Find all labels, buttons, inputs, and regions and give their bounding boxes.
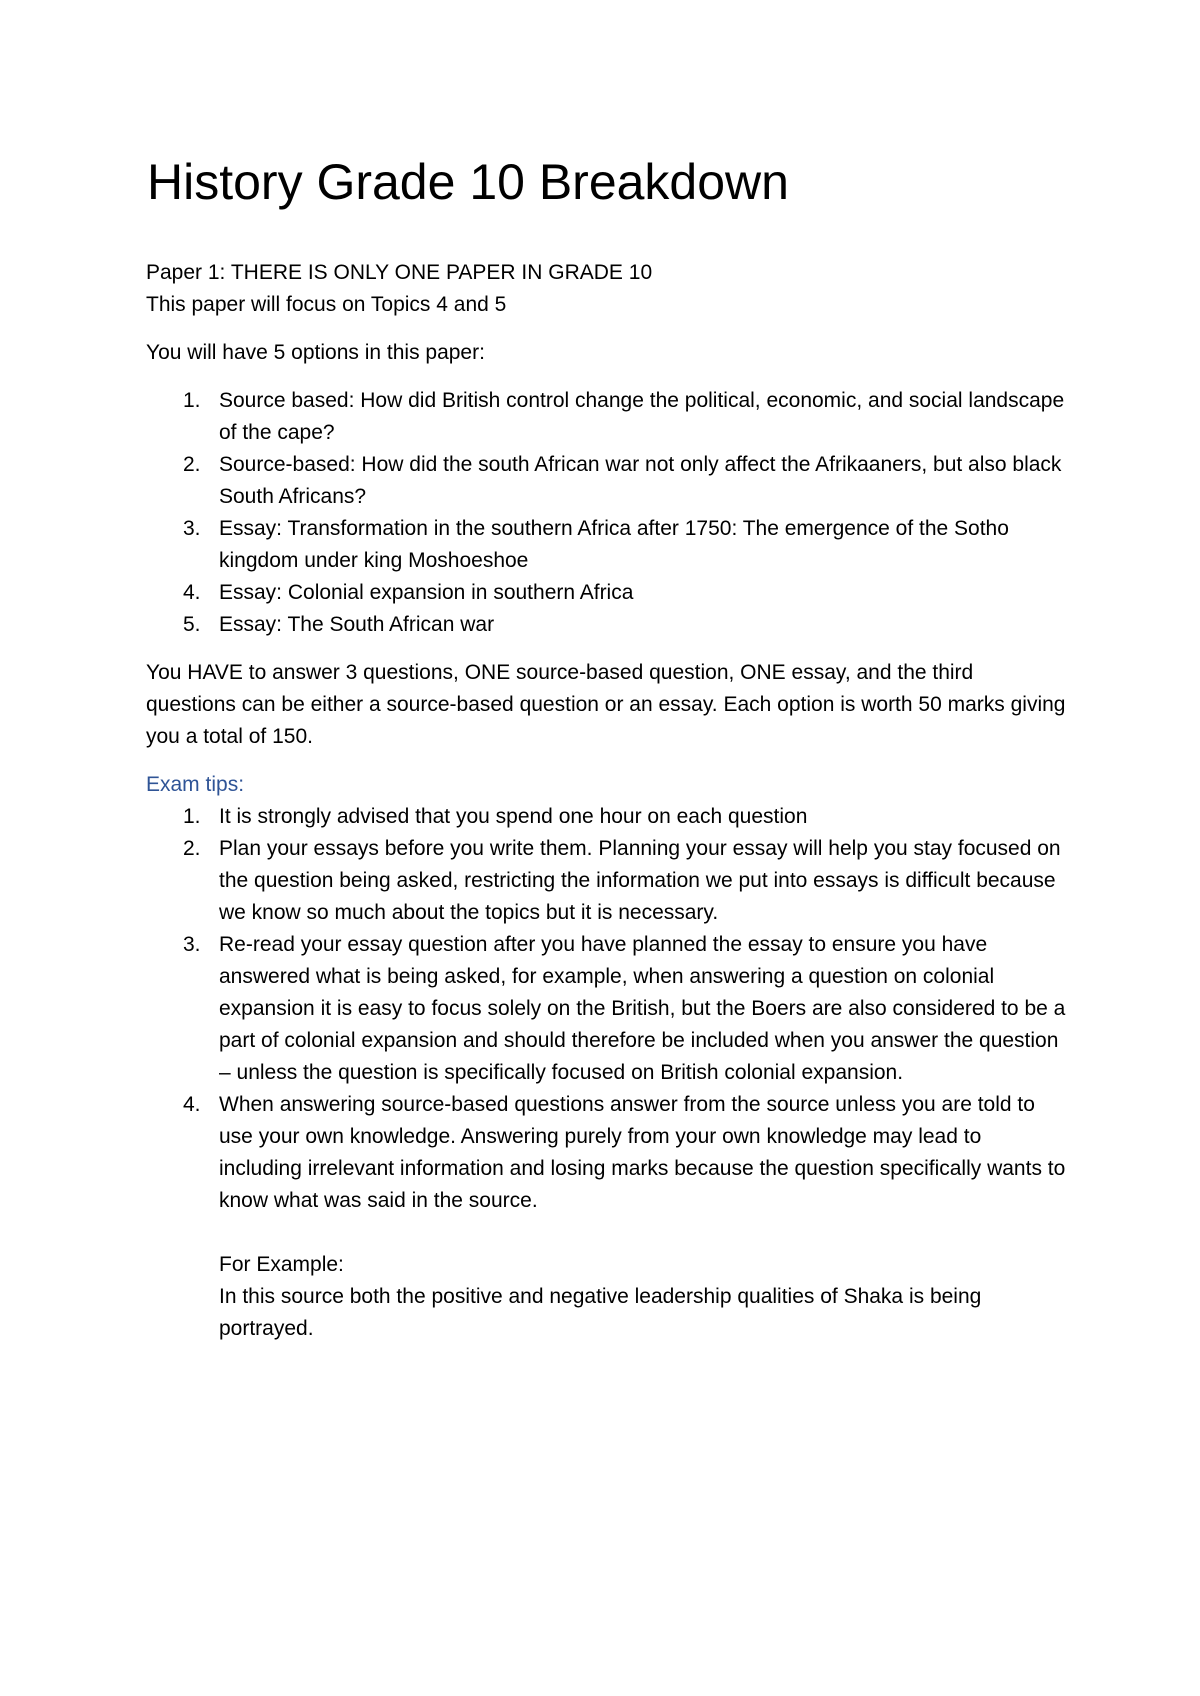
list-item-text: Essay: Transformation in the southern Africa after 1750: The emergence of the Sotho kingdom under king Moshoeshoe [219, 517, 1009, 572]
list-number: 3. [183, 933, 201, 956]
answer-rules: You HAVE to answer 3 questions, ONE source-based question, ONE essay, and the third questions can be either a source-based question or an essay. Each option is worth 50 marks giving you a total of 150. [146, 661, 1066, 748]
list-item-text: Source based: How did British control change the political, economic, and social landscape of the cape? [219, 389, 1065, 444]
paper-focus: This paper will focus on Topics 4 and 5 [146, 293, 507, 316]
list-number: 2. [183, 837, 201, 860]
tips-list [146, 801, 1066, 1217]
list-item [146, 513, 1066, 577]
document-body [146, 257, 1066, 1345]
page-title: History Grade 10 Breakdown [147, 154, 789, 210]
list-number: 4. [183, 1093, 201, 1116]
list-item-text: It is strongly advised that you spend one hour on each question [219, 805, 808, 828]
example-text: In this source both the positive and negative leadership qualities of Shaka is being portrayed. [219, 1285, 982, 1340]
list-item-text: Source-based: How did the south African war not only affect the Afrikaaners, but also black South Africans? [219, 453, 1062, 508]
paper-notice: Paper 1: THERE IS ONLY ONE PAPER IN GRADE 10 [146, 261, 653, 284]
list-item-text: Essay: The South African war [219, 613, 495, 636]
list-item-text: Essay: Colonial expansion in southern Africa [219, 581, 634, 604]
list-item [146, 449, 1066, 513]
example-label: For Example: [219, 1253, 344, 1276]
list-number: 1. [183, 805, 201, 828]
options-list [146, 385, 1066, 641]
list-item-text: Plan your essays before you write them. Planning your essay will help you stay focused on the question being asked, restricting the information we put into essays is difficult because we know so much about the topics but it is necessary. [219, 837, 1061, 924]
list-item [146, 833, 1066, 929]
list-number: 5. [183, 613, 201, 636]
list-item [146, 929, 1066, 1089]
exam-tips-heading: Exam tips: [146, 773, 245, 796]
example-block [146, 1249, 1066, 1345]
list-item [146, 609, 1066, 641]
options-lead: You will have 5 options in this paper: [146, 341, 485, 364]
list-number: 3. [183, 517, 201, 540]
list-item [146, 1089, 1066, 1217]
list-item [146, 801, 1066, 833]
list-item [146, 385, 1066, 449]
list-number: 1. [183, 389, 201, 412]
list-item-text: When answering source-based questions answer from the source unless you are told to use your own knowledge. Answering purely from your own knowledge may lead to including irrelevant information and losing marks because the question specifically wants to know what was said in the source. [219, 1093, 1066, 1212]
list-number: 2. [183, 453, 201, 476]
list-item-text: Re-read your essay question after you have planned the essay to ensure you have answered what is being asked, for example, when answering a question on colonial expansion it is easy to focus solely on the British, but the Boers are also considered to be a part of colonial expansion and should therefore be included when you answer the question – unless the question is specifically focused on British colonial expansion. [219, 933, 1066, 1084]
list-number: 4. [183, 581, 201, 604]
list-item [146, 577, 1066, 609]
